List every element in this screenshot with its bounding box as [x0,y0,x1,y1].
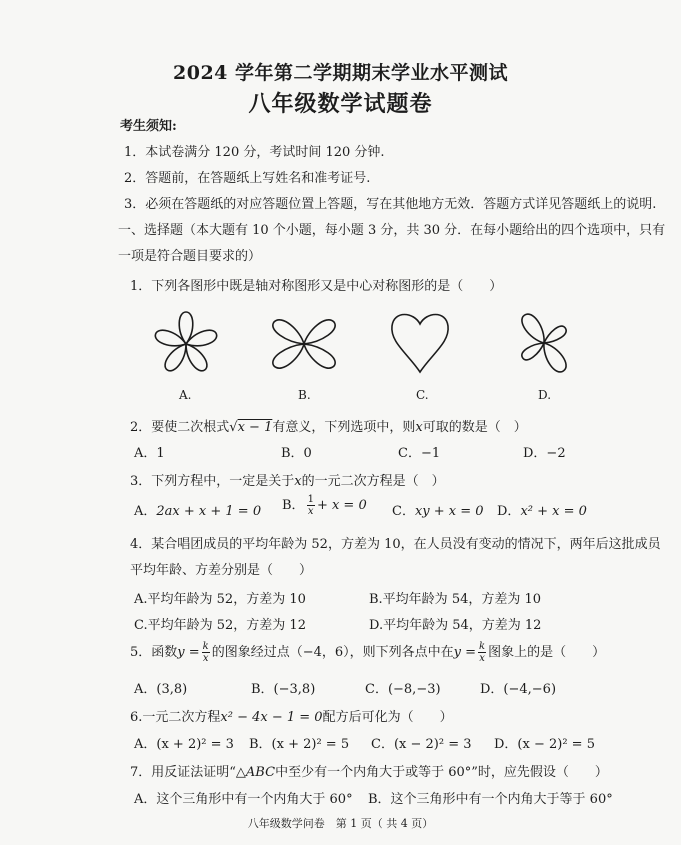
q2-radical: x − 1 [237,420,273,435]
q1-label-a: A. [179,388,192,402]
notice-item-1: 1．本试卷满分 120 分，考试时间 120 分钟. [124,145,385,160]
page-footer: 八年级数学问卷 第 1 页（ 共 4 页） [247,817,434,830]
notice-item-2: 2．答题前，在答题纸上写姓名和准考证号. [124,171,371,186]
q3-stem: 3．下列方程中，一定是关于x的一元二次方程是（ ） [130,474,445,489]
q1-label-b: B. [298,388,311,402]
q5-stem: 5．函数y = $\frac{k}{x}$ 的图象经过点（−4，6），则下列各点中在y = $\frac{k}{x}$ 图象上的是（ ） [130,641,606,664]
q6-option-b: B．(x + 2)² = 5 [249,737,350,752]
q4-option-a: A.平均年龄为 52，方差为 10 [134,592,306,607]
notice-heading: 考生须知: [120,119,177,134]
exam-subtitle: 八年级数学试题卷 [248,91,433,117]
q4-option-d: D.平均年龄为 54，方差为 12 [369,618,542,633]
q6-option-a: A．(x + 2)² = 3 [134,737,234,752]
q3-option-c: C．xy + x = 0 [392,504,484,519]
q2-stem: 2．要使二次根式√x − 1有意义，下列选项中，则x可取的数是（ ） [130,420,527,435]
q7-stem: 7．用反证法证明“△ABC中至少有一个内角大于或等于 60°”时，应先假设（ ） [130,765,608,780]
q6-option-c: C．(x − 2)² = 3 [371,737,472,752]
q5-option-c: C．(−8,−3) [365,682,441,697]
q2-option-a: A．1 [134,446,165,461]
q1-label-c: C. [416,388,429,402]
q4-stem-line1: 4．某合唱团成员的平均年龄为 52，方差为 10，在人员没有变动的情况下，两年后这批成员 [130,537,661,552]
q3-option-b: B． $\frac{1}{x}$ + x = 0 [282,494,367,517]
section-intro-line1: 一、选择题（本大题有 10 个小题，每小题 3 分，共 30 分．在每小题给出的四个选项中，只有 [118,223,666,238]
q4-option-b: B.平均年龄为 54，方差为 10 [369,592,542,607]
q5-option-b: B．(−3,8) [251,682,316,697]
q4-stem-line2: 平均年龄、方差分别是（ ） [130,563,313,578]
four-petal-flower-icon [268,306,340,382]
q7-option-a: A．这个三角形中有一个内角大于 60° [134,792,353,807]
q7-option-b: B．这个三角形中有一个内角大于等于 60° [368,792,613,807]
q1-label-d: D. [538,388,552,402]
q6-option-d: D．(x − 2)² = 5 [494,737,595,752]
q1-stem: 1．下列各图形中既是轴对称图形又是中心对称图形的是（ ） [130,279,503,294]
five-petal-flower-icon [146,308,226,380]
section-intro-line2: 一项是符合题目要求的） [118,249,262,264]
q3-option-d: D．x² + x = 0 [497,504,587,519]
q5-option-d: D．(−4,−6) [480,682,557,697]
q2-option-b: B．0 [281,446,312,461]
q2-option-d: D．−2 [523,446,566,461]
heart-icon [388,310,452,376]
q2-option-c: C．−1 [398,446,441,461]
notice-item-3: 3．必须在答题纸的对应答题位置上答题，写在其他地方无效．答题方式详见答题纸上的说明. [124,197,657,212]
q6-stem: 6.一元二次方程x² − 4x − 1 = 0配方后可化为（ ） [130,710,453,725]
bowtie-petal-flower-icon [506,306,582,380]
q3-option-a: A．2ax + x + 1 = 0 [134,504,262,519]
q4-option-c: C.平均年龄为 52，方差为 12 [134,618,306,633]
exam-title: 2024 学年第二学期期末学业水平测试 [173,62,508,84]
q5-option-a: A．(3,8) [134,682,188,697]
